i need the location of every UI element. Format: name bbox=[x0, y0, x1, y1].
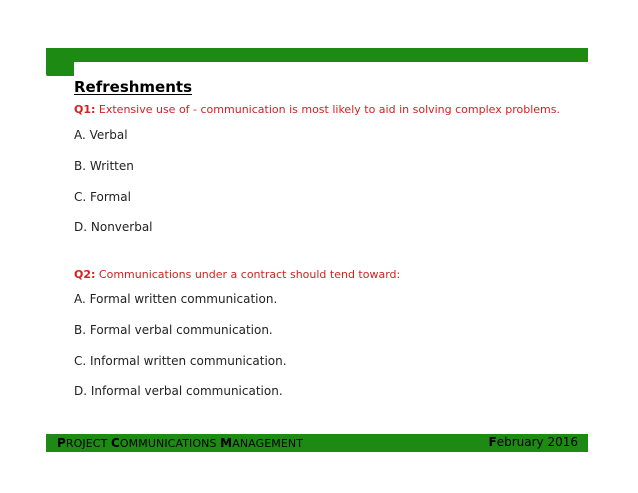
footer-date-rest: ebruary 2016 bbox=[496, 435, 578, 449]
question-2 bbox=[74, 268, 400, 281]
q2-option-a: A. Formal written communication. bbox=[74, 292, 278, 306]
footer-course-title bbox=[57, 436, 303, 450]
question-2-number: Q2: bbox=[74, 268, 96, 281]
footer-word-communications: OMMUNICATIONS bbox=[119, 437, 221, 450]
question-1-number: Q1: bbox=[74, 103, 96, 116]
header-bar bbox=[46, 48, 588, 62]
q2-option-d: D. Informal verbal communication. bbox=[74, 384, 283, 398]
q2-option-c: C. Informal written communication. bbox=[74, 354, 287, 368]
q1-option-d: D. Nonverbal bbox=[74, 220, 153, 234]
question-1-text: Extensive use of - communication is most likely to aid in solving complex problems. bbox=[95, 103, 560, 116]
footer-cap-f: F bbox=[488, 435, 497, 449]
q1-option-a: A. Verbal bbox=[74, 128, 128, 142]
q2-option-b: B. Formal verbal communication. bbox=[74, 323, 273, 337]
header-corner-block bbox=[46, 48, 74, 76]
footer-cap-m: M bbox=[220, 436, 233, 450]
footer-date bbox=[489, 435, 578, 449]
q1-option-c: C. Formal bbox=[74, 190, 131, 204]
question-1 bbox=[74, 103, 560, 116]
slide-title: Refreshments bbox=[74, 78, 193, 96]
footer-cap-p: P bbox=[57, 436, 66, 450]
footer-bar bbox=[46, 434, 588, 452]
footer-word-project: ROJECT bbox=[65, 437, 111, 450]
footer-word-management: ANAGEMENT bbox=[232, 437, 304, 450]
question-2-text: Communications under a contract should tend toward: bbox=[95, 268, 401, 281]
q1-option-b: B. Written bbox=[74, 159, 134, 173]
footer-cap-c: C bbox=[111, 436, 120, 450]
